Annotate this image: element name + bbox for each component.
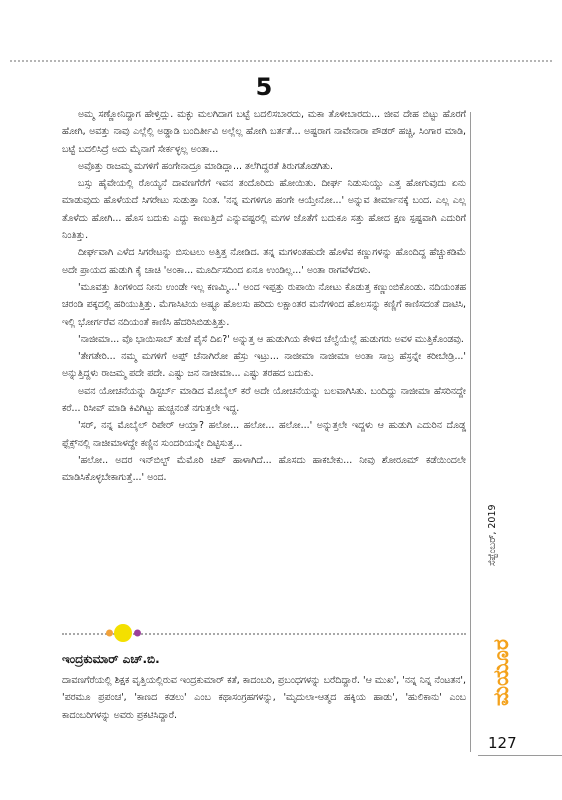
page-number-rule <box>478 755 562 756</box>
magazine-brand: ಮಯೂರ <box>489 639 513 706</box>
paragraph: 'ಹಲೋ.. ಅದರ ಇನ್‌ಬಿಲ್ಟ್ ಮೆಮೊರಿ ಚಿಪ್ ಹಾಳಾಗಿದೆ... ಹೊಸದು ಹಾಕಬೇಕು... ನೀವು ಶೋರೂಮ್ ಕಡೆಯಿಂದಲೇ ಮಾಡಿಸಿಕೊಳ್ಳಬೇಕಾಗುತ್ತೆ...' ಅಂದ. <box>62 454 466 484</box>
paragraph: 'ಸರ್, ನನ್ನ ಮೊಬೈಲ್ ರಿಪೇರ್ ಆಯ್ತಾ? ಹಲೋ... ಹಲೋ... ಹಲೋ...' ಅನ್ನುತ್ತಲೇ ಇದ್ದಳು ಆ ಹುಡುಗಿ ಎದುರಿನ ದೊಡ್ಡ ಫ್ಲೆಕ್ಸ್‌ನಲ್ಲಿ ನಾಜೀಮಾಳದ್ದೇ ಕಣ್ಣಿನ ಸುಂದರಿಯನ್ನೇ ದಿಟ್ಟಿಸುತ್ತ... <box>62 420 466 449</box>
side-vertical-rule <box>470 112 471 752</box>
paragraph: 'ತೇಗತೇರಿ... ನಮ್ಮ ಮಗಳಿಗೆ ಅಪ್ಪ್ ಚೆನಾಗಿರೋ ಹೆಸ್ರು ಇಟ್ರು... ನಾಜೀಮಾ ನಾಜೀಮಾ ಅಂತಾ ಸಾಬ್ರ ಹೆಸ್ರನ್ನೇ ಕರೀಬೇಡ್ರಿ...' ಅನ್ನುತ್ತಿದ್ದಳು ರಾಜಮ್ಮ ಪದೇ ಪದೇ. ಎಷ್ಟು ಜನ ನಾಜೀಮಾ... ಎಷ್ಟು ತರಹದ ಬದುಕು. <box>62 351 466 380</box>
paragraph: ಅವೊತ್ತು ರಾಜಮ್ಮ ಮಗಳಿಗೆ ಹಂಗೇನಾದ್ರೂ ಮಾಡಿದ್ಲಾ... ತಲೆಗಿದ್ದರತೆ ತಿರುಗತೊಡಗಿತು. <box>78 160 334 172</box>
paragraph: ಅಮ್ಮ ಸಣ್ಣೋನಿದ್ದಾಗ ಹೇಳ್ತಿದ್ಲು. ಮಕ್ಳು ಮಲಗಿದಾಗ ಬಟ್ಟೆ ಬದಲಿಸಬಾರದು, ಮಕಾ ತೊಳೀಬಾರದು... ಜೀವ ದೇಹ ಬಿಟ್ಟು ಹೊರಗೆ ಹೋಗಿ, ಅವತ್ತು ನಾವು ಎಲ್ಲೆಲ್ಲಿ ಅಡ್ಡಾಡಿ ಬಂದಿರ್ತೀವಿ ಅಲ್ಲೆಲ್ಲ ಹೋಗಿ ಬರ್ತತೆ... ಅಷ್ಟರಾಗ ನಾವೇನಾರಾ ಪೌಡರ್ ಹಚ್ಚಿ, ಸಿಂಗಾರ ಮಾಡಿ, ಬಟ್ಟೆ ಬದಲಿಸಿದ್ರೆ ಅದು ಮೈನಾಗೆ ಸೇರ್ಕಳ್ಳಲ್ಲ ಅಂತಾ... <box>62 109 466 155</box>
top-dotted-rule <box>10 60 552 62</box>
section-separator <box>62 625 466 641</box>
author-bio: ದಾವಣಗೆರೆಯಲ್ಲಿ ಶಿಕ್ಷಕ ವೃತ್ತಿಯಲ್ಲಿರುವ ಇಂದ್ರಕುಮಾರ್ ಕತೆ, ಕಾದಂಬರಿ, ಪ್ರಬಂಧಗಳನ್ನು ಬರೆದಿದ್ದಾರೆ. 'ಆ ಮುಖ', 'ನನ್ನ ನಿನ್ನ ನೆಂಟತನ', 'ಪರಮೂ ಪ್ರಪಂಚ', 'ಕಾಣದ ಕಡಲು' ಎಂಬ ಕಥಾಸಂಗ್ರಹಗಳನ್ನು, 'ಮೃದುಲಾ-ಆತ್ಮದ ಹಕ್ಕಿಯ ಹಾಡು', 'ಹುಲಿಕಾನು' ಎಂಬ ಕಾದಂಬರಿಗಳನ್ನು ಅವರು ಪ್ರಕಟಿಸಿದ್ದಾರೆ. <box>62 675 466 721</box>
page-number: 127 <box>488 734 517 752</box>
purple-dot-icon <box>134 630 141 637</box>
orange-dot-icon <box>106 630 113 637</box>
author-name: ಇಂದ್ರಕುಮಾರ್ ಎಚ್.ಬಿ. <box>62 652 160 666</box>
paragraph: ಬಸ್ಸು ಹೈವೇಯಲ್ಲಿ ರೊಯ್ಯನೆ ದಾವಣಗೆರೆಗೆ ಇವನ ತಂದೊರಿದು ಹೋಯಿತು. ದೀರ್ಘ ನಿಡುಸುಯ್ದು ಎತ್ತ ಹೋಗುವುದು ಏನು ಮಾಡುವುದು ಹೊಳೆಯದೆ ಸಿಗರೇಟು ಸುಡುತ್ತಾ ನಿಂತ. 'ನನ್ನ ಮಗಳಿಗೂ ಹಂಗೇ ಆಯ್ತೇನೋ...' ಅನ್ನುವ ತೀರ್ಮಾನಕ್ಕೆ ಬಂದ. ಎಲ್ಲ ಎಲ್ಲ ತೊಳೆದು ಹೋಗಿ... ಹೊಸ ಬದುಕು ಎದ್ದು ಕಾಣುತ್ತಿದೆ ಎನ್ನುವಷ್ಟರಲ್ಲಿ ಮಗಳ ಜೊತೆಗೆ ಬದುಕೂ ಸತ್ತು ಹೋದ ಕ್ಷಣ ಸ್ಪಷ್ಟವಾಗಿ ಎದುರಿಗೆ ನಿಂತಿತ್ತು. <box>62 178 466 242</box>
paragraph: ದೀರ್ಘವಾಗಿ ಎಳೆದ ಸಿಗರೇಟನ್ನು ಬಿಸುಟಲು ಅತ್ತಿತ್ತ ನೋಡಿದ. ತನ್ನ ಮಗಳಂತಹುದೇ ಹೊಳೆವ ಕಣ್ಣುಗಳನ್ನು ಹೊಂದಿದ್ದ ಹೆಚ್ಚುಕಡಿಮೆ ಅದೇ ಪ್ರಾಯದ ಹುಡುಗಿ ಕೈ ಚಾಚಿ 'ಅಂಕಾ... ಮೂರ್ದಿಸದಿಂದ ಏನೂ ಉಂಡಿಲ್ಲ...' ಅಂತಾ ರಾಗವೆಳೆದಳು. <box>62 247 466 276</box>
paragraph: ಅವನ ಯೋಚನೆಯನ್ನು ಡಿಸ್ಟರ್ಬ್ ಮಾಡಿದ ಮೊಬೈಲ್ ಕರೆ ಅದೇ ಯೋಚನೆಯನ್ನು ಬಲವಾಗಿಸಿತು. ಬಂದಿದ್ದು ನಾಜೀಮಾ ಹೆಸರಿನದ್ದೇ ಕರೆ... ರಿಸೀವ್ ಮಾಡಿ ಕಿವಿಗಿಟ್ಟು ಹುಚ್ಚನಂತೆ ನಗುತ್ತಲೇ ಇದ್ದ. <box>62 385 466 415</box>
story-body <box>62 106 466 487</box>
paragraph: 'ಮೂವತ್ತು ತಿಂಗಳಿಂದ ನೀನು ಉಂಡೇ ಇಲ್ಲ ಕಣಮ್ಮಿ...' ಅಂದ ಇಪ್ಪತ್ತು ರುಪಾಯಿ ನೋಟು ಕೊಡುತ್ತ ಕಣ್ಣುಂಬಿಕೊಂಡು. ನದಿಯಂತಹ ಚರಂಡಿ ಪಕ್ಕದಲ್ಲಿ ಹರಿಯುತ್ತಿತ್ತು. ಮೆಗಾಸಿಟಿಯ ಅಷ್ಟೂ ಹೊಲಸು ಹರಿದು ಲಕ್ಷಾಂತರ ಮನೆಗಳಿಂದ ಹೊಲಸನ್ನು ಕಣ್ಣಿಗೆ ಕಾಣಿಸದಂತೆ ದಾಟಿಸಿ, ಇಲ್ಲಿ ಭೋರ್ಗರೆವ ನದಿಯಂತೆ ಕಾಣಿಸಿ ಹೆದರಿಸಿಬಿಡುತ್ತಿತ್ತು. <box>62 281 466 328</box>
paragraph: 'ನಾಜೀಮಾ... ವೊ ಭಾಯಿಸಾಬ್ ತುಜೆ ಪೈಸೆ ದಿಏ?' ಅನ್ನುತ್ತ ಆ ಹುಡುಗಿಯ ಕೇಳಿದ ಚೆಲ್ವೆಯೆಲ್ಲೆ ಹುಡುಗರು ಅವಳ ಮುತ್ತಿಕೊಂಡವು. <box>78 333 464 345</box>
issue-date: ಸೆಪ್ಟೆಂಬರ್, 2019 <box>487 504 498 566</box>
yellow-dot-icon <box>114 624 132 642</box>
chapter-number: 5 <box>255 73 273 101</box>
